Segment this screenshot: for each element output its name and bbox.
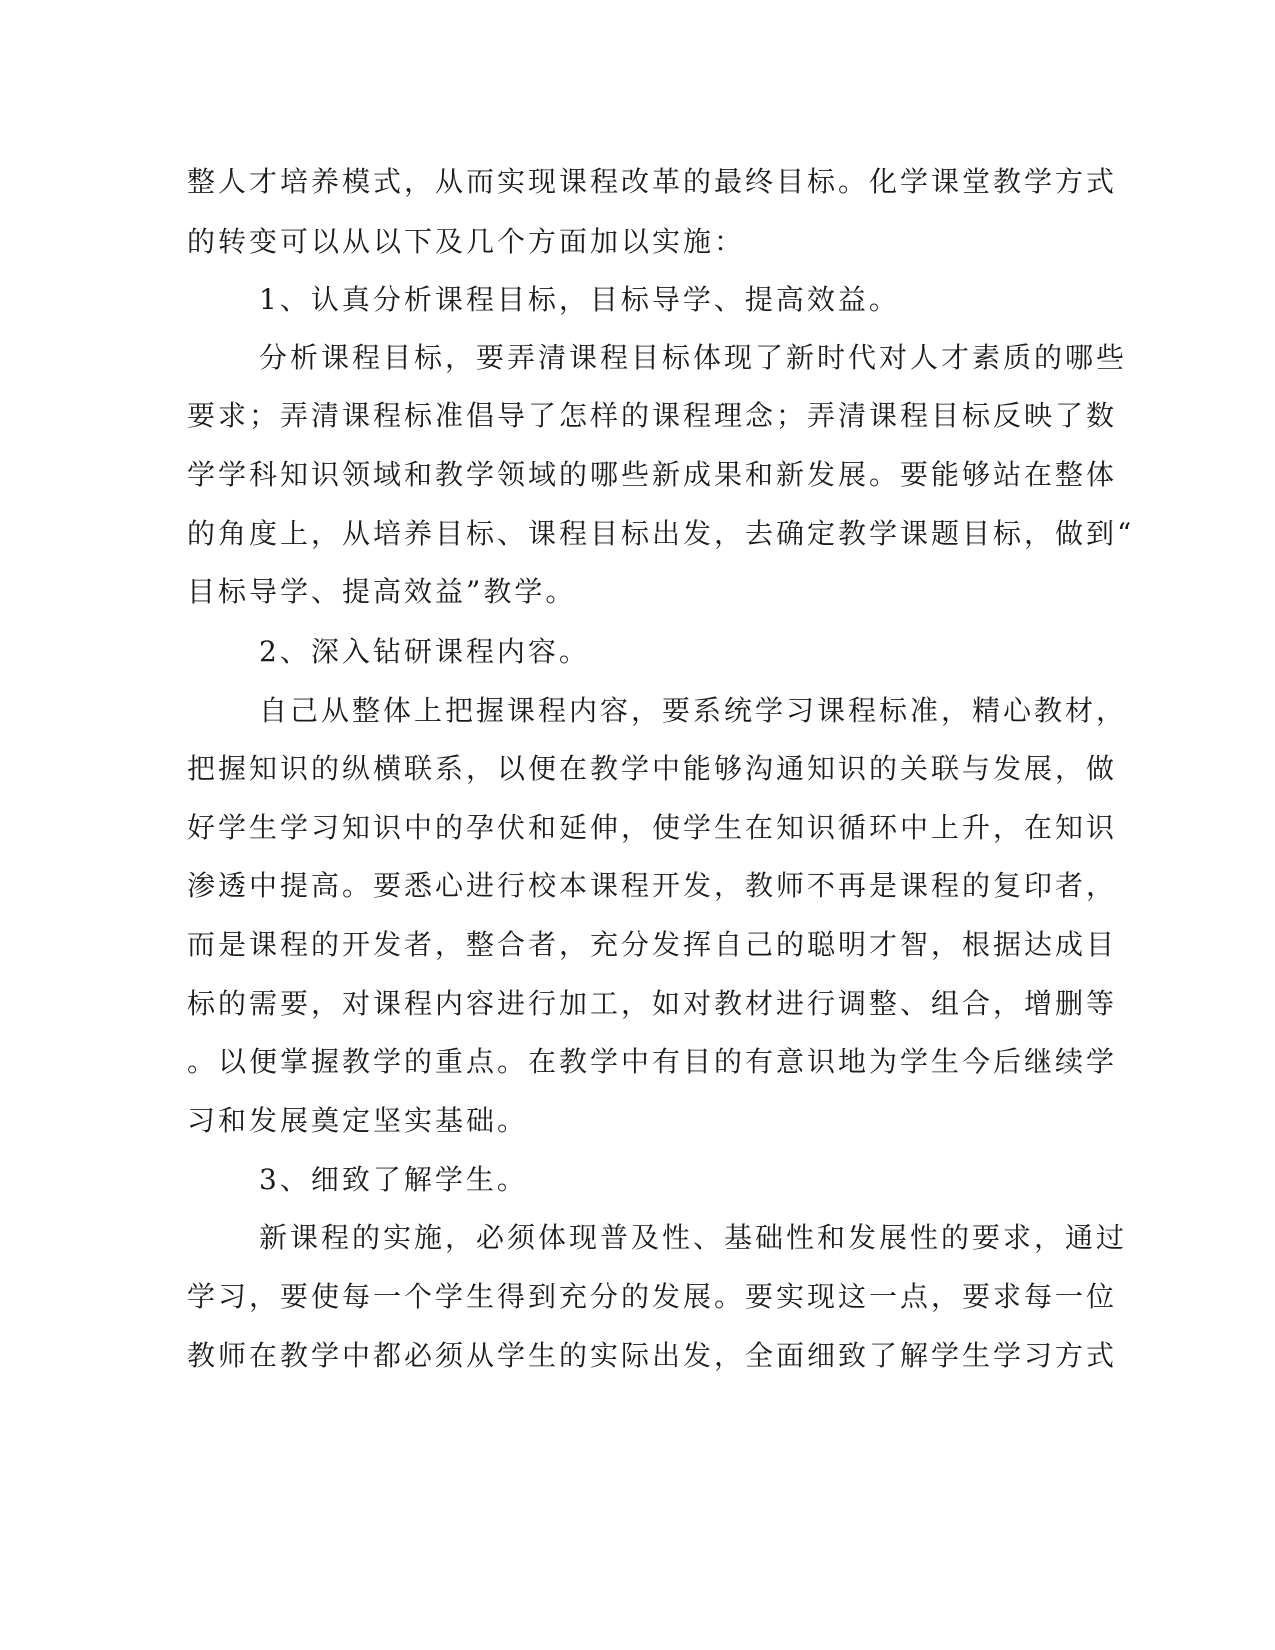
text-line-20: 学习，要使每一个学生得到充分的发展。要实现这一点，要求每一位 — [187, 1280, 1118, 1313]
section-heading-2: 2、深入钻研课程内容。 — [259, 635, 590, 668]
text-line-16: 。以便掌握教学的重点。在教学中有目的有意识地为学生今后继续学 — [187, 1045, 1118, 1078]
text-line-13: 渗透中提高。要悉心进行校本课程开发，教师不再是课程的复印者， — [187, 869, 1118, 902]
text-line-5: 要求；弄清课程标准倡导了怎样的课程理念；弄清课程目标反映了数 — [187, 399, 1118, 432]
text-line-4: 分析课程目标，要弄清课程目标体现了新时代对人才素质的哪些 — [259, 341, 1128, 374]
text-line-7: 的角度上，从培养目标、课程目标出发，去确定教学课题目标，做到“ — [187, 517, 1135, 550]
text-line-14: 而是课程的开发者，整合者，充分发挥自己的聪明才智，根据达成目 — [187, 928, 1118, 961]
text-line-8: 目标导学、提高效益”教学。 — [187, 575, 577, 608]
text-line-6: 学学科知识领域和教学领域的哪些新成果和新发展。要能够站在整体 — [187, 458, 1118, 491]
text-line-2: 的转变可以从以下及几个方面加以实施： — [187, 225, 746, 258]
text-line-10: 自己从整体上把握课程内容，要系统学习课程标准，精心教材， — [259, 694, 1128, 727]
section-heading-3: 3、细致了解学生。 — [259, 1163, 528, 1196]
text-line-17: 习和发展奠定坚实基础。 — [187, 1104, 529, 1137]
text-line-12: 好学生学习知识中的孕伏和延伸，使学生在知识循环中上升，在知识 — [187, 811, 1118, 844]
text-line-1: 整人才培养模式，从而实现课程改革的最终目标。化学课堂教学方式 — [187, 165, 1118, 198]
text-line-19: 新课程的实施，必须体现普及性、基础性和发展性的要求，通过 — [259, 1221, 1128, 1254]
section-heading-1: 1、认真分析课程目标，目标导学、提高效益。 — [259, 283, 900, 316]
text-line-21: 教师在教学中都必须从学生的实际出发，全面细致了解学生学习方式 — [187, 1339, 1118, 1372]
text-line-15: 标的需要，对课程内容进行加工，如对教材进行调整、组合，增删等 — [187, 987, 1118, 1020]
text-line-11: 把握知识的纵横联系，以便在教学中能够沟通知识的关联与发展，做 — [187, 752, 1118, 785]
